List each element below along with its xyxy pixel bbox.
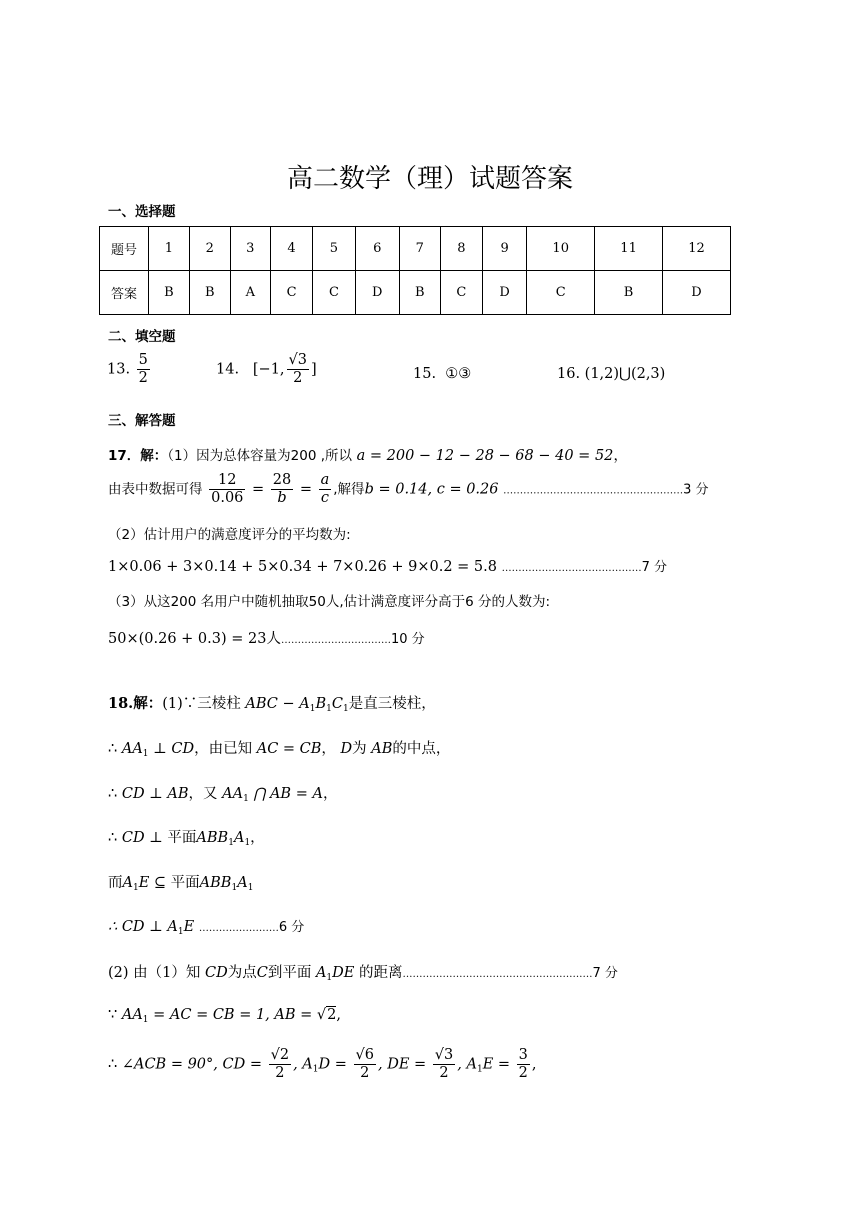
question-number: 15. [413,366,437,382]
numerator: √2 [270,1047,290,1063]
formula: CD [204,965,228,981]
answer-text: ①③ [445,366,472,382]
text: 的距离 [358,965,403,981]
table-cell: 5 [313,227,355,271]
section-heading-fill: 二、填空题 [108,329,176,345]
answer-16 [557,366,665,382]
denominator: 2 [439,1065,449,1081]
because-symbol: ∵ [108,1007,118,1023]
fraction [319,472,332,507]
denominator: 2 [518,1065,528,1081]
table-cell: C [440,271,482,315]
subscript: 1 [142,749,149,759]
formula: a = 200 − 12 − 28 − 68 − 40 = 52 [356,448,614,464]
fraction [269,1047,291,1082]
score: 7 分 [641,560,667,575]
dot-leader: …………………………… [280,635,391,646]
denominator: 2 [138,370,148,386]
q18-line-2 [108,737,450,759]
radicand: 3 [297,352,308,368]
table-cell: 11 [595,227,663,271]
subscript: 1 [326,973,333,983]
text: (2) 由（1）知 [108,965,201,981]
therefore-symbol: ∴ [108,741,118,757]
formula: , A [293,1056,313,1073]
question-number: 14. [216,361,240,378]
q18-line-7 [108,961,618,983]
subscript: 1 [132,883,139,893]
formula: C [256,965,268,981]
formula: E [183,919,195,935]
q17-line-4 [108,556,667,575]
denominator: c [320,490,329,506]
text: 平面 [170,875,200,891]
table-cell: C [270,271,312,315]
q17-line-5: （3）从这200 名用户中随机抽取50人,估计满意度评分高于6 分的人数为: [108,594,551,610]
formula: = AC = CB = 1, AB = [153,1007,313,1023]
numerator: 3 [518,1047,528,1063]
answer-table [99,226,731,315]
fraction [433,1047,455,1082]
subscript: 1 [231,883,238,893]
q18-line-9 [108,1047,537,1082]
table-cell: 8 [440,227,482,271]
table-cell: 3 [230,227,270,271]
formula: , A [457,1056,477,1073]
table-cell: A [230,271,270,315]
formula: A [233,830,245,846]
formula: ∠ACB = 90°, CD = [121,1056,262,1073]
table-cell: B [399,271,440,315]
score: 7 分 [592,966,618,981]
question-number: 16. [557,366,581,382]
text: ， [250,830,265,846]
subscript: 1 [326,704,332,714]
subscript: 1 [177,927,184,937]
text: ,解得 [333,481,365,498]
table-cell: D [355,271,399,315]
answer-13 [107,352,152,387]
formula: DE [332,965,355,981]
subscript: 1 [312,1064,319,1075]
formula: A [237,875,248,891]
denominator: 2 [360,1065,370,1081]
text: ， [613,448,628,464]
numerator: 5 [138,352,148,368]
subscript: 1 [476,1064,483,1075]
formula: E = [482,1056,511,1073]
text: , [531,1056,537,1073]
table-cell: 7 [399,227,440,271]
square-root: √2 [316,1007,337,1023]
table-cell: 9 [483,227,527,271]
formula: E ⊆ [138,875,167,891]
table-header-cell: 答案 [100,271,149,315]
table-cell: B [595,271,663,315]
therefore-symbol: ∴ [108,830,118,846]
subscript: 1 [342,704,349,714]
formula: AA [121,741,143,757]
formula: ⋂ AB = A [253,786,323,802]
answer-14 [216,352,317,387]
dot-leader: ………………………………………………… [402,969,593,980]
formula: A [315,965,327,981]
formula: B [315,696,327,712]
numerator: √3 [434,1047,454,1063]
section-heading-solve: 三、解答题 [108,413,176,429]
q18-line-3 [108,782,337,804]
text: ，由已知 [194,741,253,757]
table-cell: 6 [355,227,399,271]
table-cell: 2 [189,227,230,271]
formula: ABC − A [245,696,310,712]
subscript: 1 [142,1015,149,1025]
numerator: 28 [272,472,292,488]
formula: AB [371,741,393,757]
denominator: 2 [293,370,303,386]
text: , [336,1007,341,1023]
formula: ABB [199,875,232,891]
formula: A [122,875,133,891]
text: （1）因为总体容量为200 ,所以 [167,448,352,464]
expression: [−1, [252,361,285,378]
denominator: 2 [275,1065,285,1081]
table-cell: 1 [149,227,190,271]
fraction [137,352,150,387]
subscript: 1 [309,704,316,714]
q18-line-5 [108,871,253,893]
fraction [517,1047,530,1082]
formula: D = [318,1056,347,1073]
score: 3 分 [683,482,709,498]
formula: D [340,741,353,757]
q18-line-8 [108,1007,341,1025]
dot-leader: ……………………………………………… [503,485,684,497]
dot-leader: …………………………………… [501,563,642,574]
q17-line-6 [108,627,425,648]
text: ， [322,786,338,802]
text: ，又 [188,786,218,802]
text: (1)∵三棱柱 [162,696,241,712]
formula: b = 0.14, c = 0.26 [364,481,499,498]
numerator: 12 [209,472,245,490]
numerator: a [320,472,330,488]
q17-line-1 [108,444,628,465]
subscript: 1 [244,838,251,848]
question-label: 17．解： [108,448,168,464]
text: 是直三棱柱， [348,696,436,712]
denominator: b [277,490,287,506]
table-row [100,271,731,315]
formula: ∴ CD ⊥ A [108,919,178,935]
formula: CD ⊥ [121,830,163,846]
table-cell: B [149,271,190,315]
fraction [287,352,309,387]
radicand: 6 [364,1047,374,1063]
formula: AC = CB [256,741,322,757]
table-header-cell: 题号 [100,227,149,271]
denominator: 0.06 [211,490,244,506]
numerator: √6 [355,1047,374,1063]
subscript: 1 [243,794,249,804]
therefore-symbol: ∴ [108,1056,118,1073]
table-cell: D [483,271,527,315]
numerator: √3 [288,352,308,368]
text: 平面 [167,830,197,846]
table-cell: D [663,271,731,315]
table-cell: C [527,271,595,315]
formula: AA [121,1007,143,1023]
question-number: 13. [107,361,131,378]
text: ， [321,741,336,757]
section-heading-choice: 一、选择题 [108,204,176,220]
score: 10 分 [390,632,425,647]
dot-leader: …………………… [198,923,279,934]
subscript: 1 [247,883,254,893]
table-cell: 4 [270,227,312,271]
answer-text: (1,2)⋃(2,3) [584,366,666,382]
radicand: 2 [279,1047,290,1063]
text: 的中点， [392,741,451,757]
radicand: 2 [327,1007,337,1023]
table-row [100,227,731,271]
q18-line-6 [108,916,304,937]
text: 为点 [227,965,257,981]
score: 6 分 [278,920,305,935]
text: 人 [266,631,281,647]
formula: 50×(0.26 + 0.3) = 23 [108,631,267,647]
fraction [354,1047,376,1082]
answer-15 [413,366,471,382]
formula: , DE = [378,1056,427,1073]
text: 而 [108,875,123,891]
formula: CD ⊥ AB [121,786,189,802]
table-cell: C [313,271,355,315]
formula: 1×0.06 + 3×0.14 + 5×0.34 + 7×0.26 + 9×0.2 = 5.8 [108,559,497,575]
q17-line-3: （2）估计用户的满意度评分的平均数为: [108,527,351,543]
q18-line-1 [108,692,436,714]
text: 由表中数据可得 [108,481,203,498]
fraction [209,472,245,507]
formula: AA [222,786,244,802]
formula: C [331,696,343,712]
radicand: 3 [444,1047,454,1063]
text: 到平面 [267,965,312,981]
table-cell: 12 [663,227,731,271]
fraction [271,472,293,507]
table-cell: B [189,271,230,315]
table-cell: 10 [527,227,595,271]
subscript: 1 [228,838,234,848]
question-label: 18.解： [108,695,163,712]
therefore-symbol: ∴ [108,786,118,802]
formula: ABB [196,830,229,846]
q17-line-2: 由表中数据可得 $\frac{12}{0.06}$ = $\frac{28}{b}$ = $\frac{a}{c}$ ,解得b = 0.14, c = 0.26 ………………………………………………3 分 [108,472,709,506]
expression: ] [311,361,317,378]
text: 为 [352,741,367,757]
page-title: 高二数学（理）试题答案 [286,164,573,194]
q18-line-4 [108,826,265,848]
formula: ⊥ CD [153,741,195,757]
